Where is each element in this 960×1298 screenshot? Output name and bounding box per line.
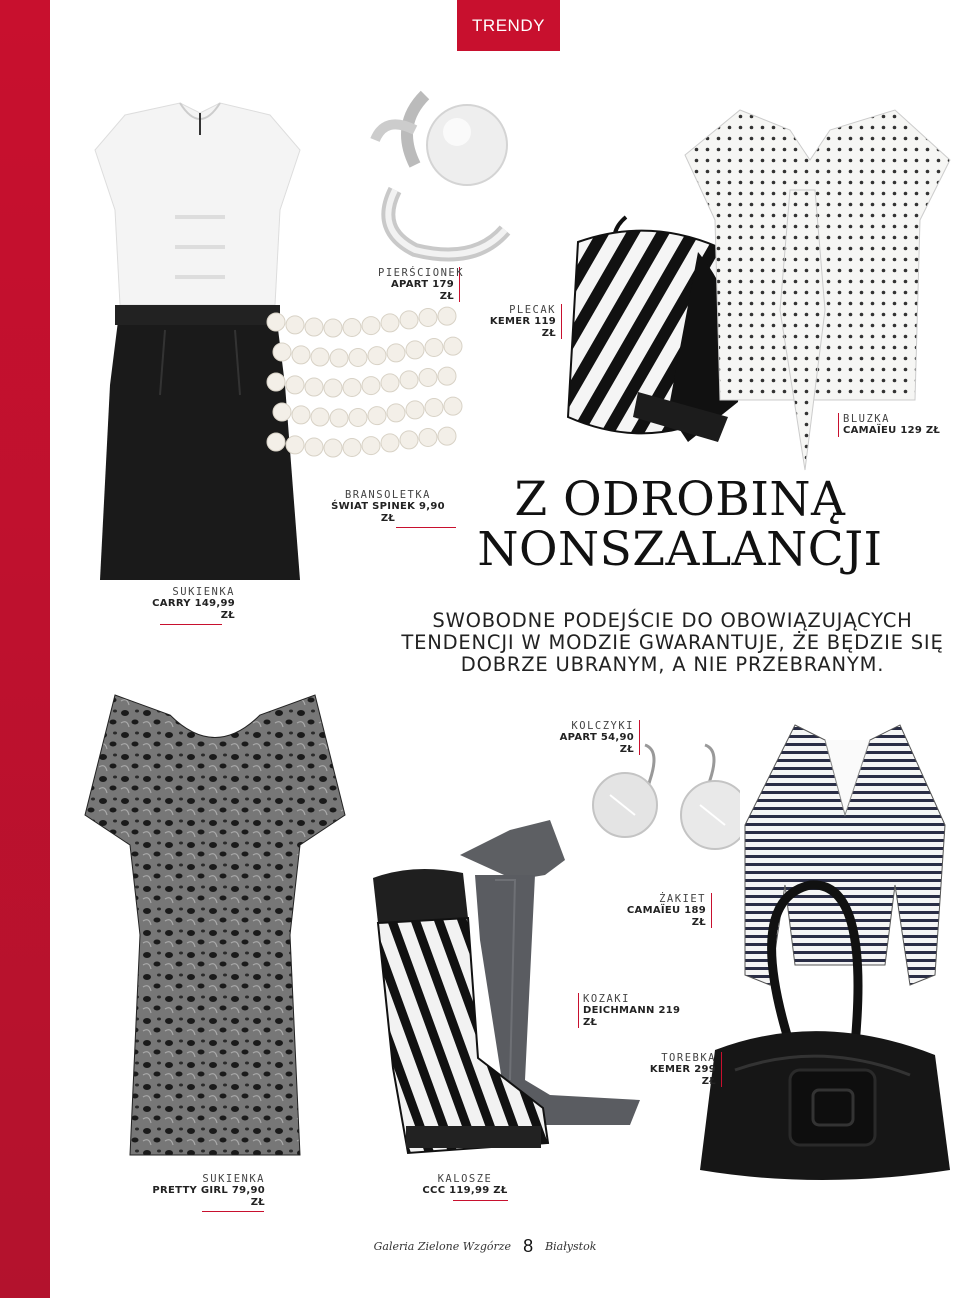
bracelet-shop: ŚWIAT SPINEK 9,90 ZŁ	[331, 501, 445, 524]
pearl	[330, 349, 348, 367]
pearl	[273, 403, 291, 421]
dress2-rule	[202, 1211, 264, 1212]
pearl	[444, 397, 462, 415]
ring-kind: PIERŚCIONEK	[378, 267, 465, 279]
pearl	[305, 438, 323, 456]
pearl	[425, 338, 443, 356]
pearl	[292, 406, 310, 424]
pearl	[419, 368, 437, 386]
pearl	[400, 311, 418, 329]
page-footer	[370, 1236, 600, 1257]
pearl	[438, 307, 456, 325]
pearl	[425, 398, 443, 416]
dress2-shop: PRETTY GIRL 79,90 ZŁ	[152, 1185, 265, 1208]
blouse-tag	[838, 413, 948, 437]
pearl	[368, 407, 386, 425]
pearl	[286, 376, 304, 394]
pearl	[444, 337, 462, 355]
headline-line1: Z ODROBINĄ	[514, 472, 846, 527]
pearl	[381, 434, 399, 452]
printed-dress-photo	[75, 685, 355, 1165]
jacket-kind: ŻAKIET	[659, 893, 706, 905]
pearl	[419, 308, 437, 326]
pearl	[273, 343, 291, 361]
section-tab: TRENDY	[457, 0, 560, 51]
dress1-tag	[150, 586, 235, 625]
headline	[400, 472, 960, 577]
pearl	[292, 346, 310, 364]
wellies-rule	[453, 1200, 508, 1201]
ring-tag	[378, 267, 465, 302]
pearl	[362, 317, 380, 335]
backpack-tag	[480, 304, 562, 339]
wellies-tag	[420, 1173, 510, 1201]
handbag-shop: KEMER 299 ZŁ	[649, 1064, 716, 1087]
backpack-shop: KEMER 119 ZŁ	[489, 316, 556, 339]
footer-city: Białystok	[545, 1240, 597, 1253]
pearl	[324, 439, 342, 457]
pearl	[362, 377, 380, 395]
pearl	[406, 341, 424, 359]
pearl	[362, 437, 380, 455]
ring-photo	[355, 70, 525, 265]
pearl	[311, 408, 329, 426]
pearl	[343, 318, 361, 336]
earrings-kind: KOLCZYKI	[571, 720, 634, 732]
pearl	[381, 374, 399, 392]
pearl	[438, 367, 456, 385]
pearl	[330, 409, 348, 427]
pearl	[400, 431, 418, 449]
handbag-kind: TOREBKA	[661, 1052, 716, 1064]
pearl	[387, 344, 405, 362]
dress1-kind: SUKIENKA	[172, 586, 235, 598]
pearl	[438, 427, 456, 445]
dress2-tag	[150, 1173, 265, 1212]
pearl	[419, 428, 437, 446]
pearl	[305, 378, 323, 396]
pearl	[324, 379, 342, 397]
pearl	[267, 433, 285, 451]
backpack-kind: PLECAK	[509, 304, 556, 316]
jacket-shop: CAMAÏEU 189 ZŁ	[626, 905, 706, 928]
boots-shop: DEICHMANN 219 ZŁ	[583, 1005, 681, 1028]
earrings-tag	[548, 720, 640, 755]
pearl-bracelet-photo	[262, 302, 472, 477]
ring-shop: APART 179 ZŁ	[390, 279, 454, 302]
dress2-kind: SUKIENKA	[202, 1173, 265, 1185]
pearl	[286, 436, 304, 454]
lead-paragraph: SWOBODNE PODEJŚCIE DO OBOWIĄZUJĄCYCH TENDENCJI W MODZIE GWARANTUJE, ŻE BĘDZIE SIĘ DOBRZE UBRANYM, A NIE PRZEBRANYM.	[401, 609, 944, 676]
pearl	[343, 438, 361, 456]
page-number: 8	[523, 1236, 534, 1256]
boots-tag	[578, 993, 693, 1028]
left-accent-bar	[0, 0, 50, 1298]
pearl	[311, 348, 329, 366]
footer-mall-name: Galeria Zielone Wzgórze	[373, 1240, 512, 1253]
pearl	[324, 319, 342, 337]
pearl	[406, 401, 424, 419]
pearl	[400, 371, 418, 389]
pearl	[343, 378, 361, 396]
blouse-kind: BLUZKA	[843, 413, 890, 425]
handbag-tag	[632, 1052, 722, 1087]
pearl	[349, 408, 367, 426]
pearl	[349, 348, 367, 366]
boots-kind: KOZAKI	[583, 993, 630, 1005]
earrings-shop: APART 54,90 ZŁ	[559, 732, 634, 755]
dress1-shop: CARRY 149,99 ZŁ	[152, 598, 235, 621]
pearl	[387, 404, 405, 422]
headline-line2: NONSZALANCJI	[477, 522, 883, 577]
pearl	[305, 318, 323, 336]
zebra-wellies-photo	[368, 868, 563, 1158]
wellies-shop: CCC 119,99 ZŁ	[422, 1185, 508, 1197]
dress1-rule	[160, 624, 222, 625]
bracelet-kind: BRANSOLETKA	[344, 489, 432, 501]
black-handbag-photo	[695, 880, 950, 1185]
pearl	[381, 314, 399, 332]
wellies-kind: KALOSZE	[437, 1173, 493, 1185]
pearl	[368, 347, 386, 365]
pearl	[286, 316, 304, 334]
pearl	[267, 373, 285, 391]
pearl	[267, 313, 285, 331]
blouse-shop: CAMAÏEU 129 ZŁ	[843, 425, 941, 437]
